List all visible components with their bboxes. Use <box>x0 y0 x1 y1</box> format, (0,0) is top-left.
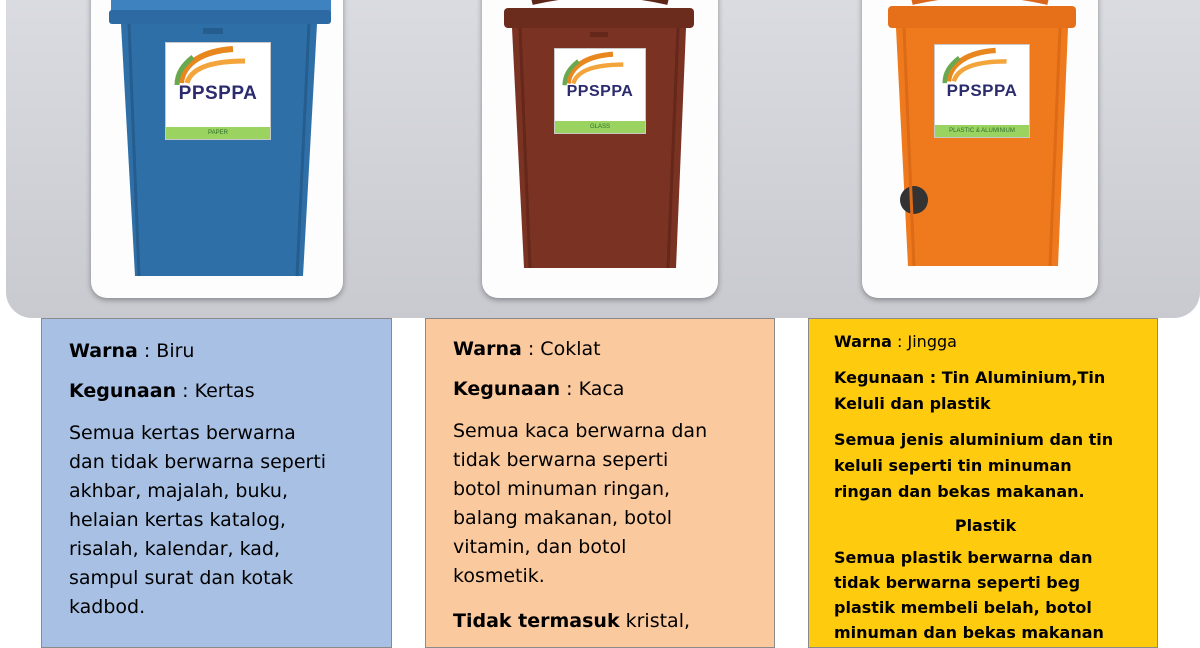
description-line: kosmetik. <box>453 565 545 587</box>
sticker-category: PLASTIC & ALUMINIUM <box>935 125 1029 137</box>
use-value: : Kaca <box>560 378 625 400</box>
color-label: Warna <box>453 338 522 360</box>
description-line: Semua plastik berwarna dan <box>834 548 1093 567</box>
ppsppa-logo-icon <box>941 45 1023 85</box>
use-line <box>453 377 752 401</box>
description-line: Semua kaca berwarna dan <box>453 420 708 442</box>
color-label: Warna <box>69 340 138 362</box>
description-line: tidak berwarna seperti beg <box>834 573 1081 592</box>
orange-bin-card <box>862 0 1098 298</box>
description-line: botol minuman ringan, <box>453 478 671 500</box>
note-label: Tidak termasuk <box>453 610 620 632</box>
blue-bin-card <box>91 0 343 298</box>
description-line: vitamin, dan botol <box>453 536 627 558</box>
color-label: Warna <box>834 332 892 351</box>
use-label: Kegunaan <box>453 378 561 400</box>
plastic-description <box>834 545 1137 645</box>
plastic-subheading: Plastik <box>954 516 1017 535</box>
description-line: akhbar, majalah, buku, <box>69 480 289 502</box>
description-line: minuman dan bekas makanan <box>834 623 1104 642</box>
use-label: Kegunaan <box>69 380 177 402</box>
sticker-category: PAPER <box>166 127 270 139</box>
description <box>834 427 1137 505</box>
description-line: helaian kertas katalog, <box>69 509 286 531</box>
description-line: dan tidak berwarna seperti <box>69 451 327 473</box>
sticker-brand: PPSPPA <box>178 83 258 104</box>
paper-info-box <box>41 318 392 648</box>
description-line: balang makanan, botol <box>453 507 673 529</box>
use-label: Kegunaan <box>834 368 925 387</box>
color-line <box>834 331 1137 353</box>
plastic-aluminium-info-box <box>808 318 1158 648</box>
color-value: : Coklat <box>521 338 601 360</box>
description-line: sampul surat dan kotak <box>69 567 294 589</box>
sticker-category: GLASS <box>555 121 645 133</box>
sticker-brand: PPSPPA <box>566 83 634 100</box>
color-line <box>69 339 369 363</box>
use-line <box>834 365 1137 417</box>
exclusion-note <box>453 607 752 636</box>
orange-bin-sticker <box>934 44 1030 138</box>
note-value: kristal, <box>619 610 691 632</box>
color-value: : Jingga <box>891 332 957 351</box>
description-line: risalah, kalendar, kad, <box>69 538 281 560</box>
brown-bin-card <box>482 0 718 298</box>
ppsppa-logo-icon <box>561 49 639 87</box>
description-line: Semua kertas berwarna <box>69 422 296 444</box>
description <box>453 417 752 591</box>
use-value: : Kertas <box>176 380 255 402</box>
blue-bin-sticker <box>165 42 271 140</box>
description-line: Semua jenis aluminium dan tin <box>834 430 1114 449</box>
brown-bin-image <box>482 0 718 298</box>
use-line <box>69 379 369 403</box>
description-line: ringan dan bekas makanan. <box>834 482 1085 501</box>
glass-info-box <box>425 318 775 648</box>
sticker-brand: PPSPPA <box>946 81 1018 100</box>
description-line: keluli seperti tin minuman <box>834 456 1072 475</box>
description-line: tidak berwarna seperti <box>453 449 669 471</box>
description-line: plastik membeli belah, botol <box>834 598 1092 617</box>
ppsppa-logo-icon <box>173 43 263 87</box>
brown-bin-sticker <box>554 48 646 134</box>
color-value: : Biru <box>137 340 195 362</box>
color-line <box>453 337 752 361</box>
description-line: kadbod. <box>69 596 146 618</box>
use-value: : Tin Aluminium,Tin Keluli dan plastik <box>834 368 1106 413</box>
description <box>69 419 369 622</box>
